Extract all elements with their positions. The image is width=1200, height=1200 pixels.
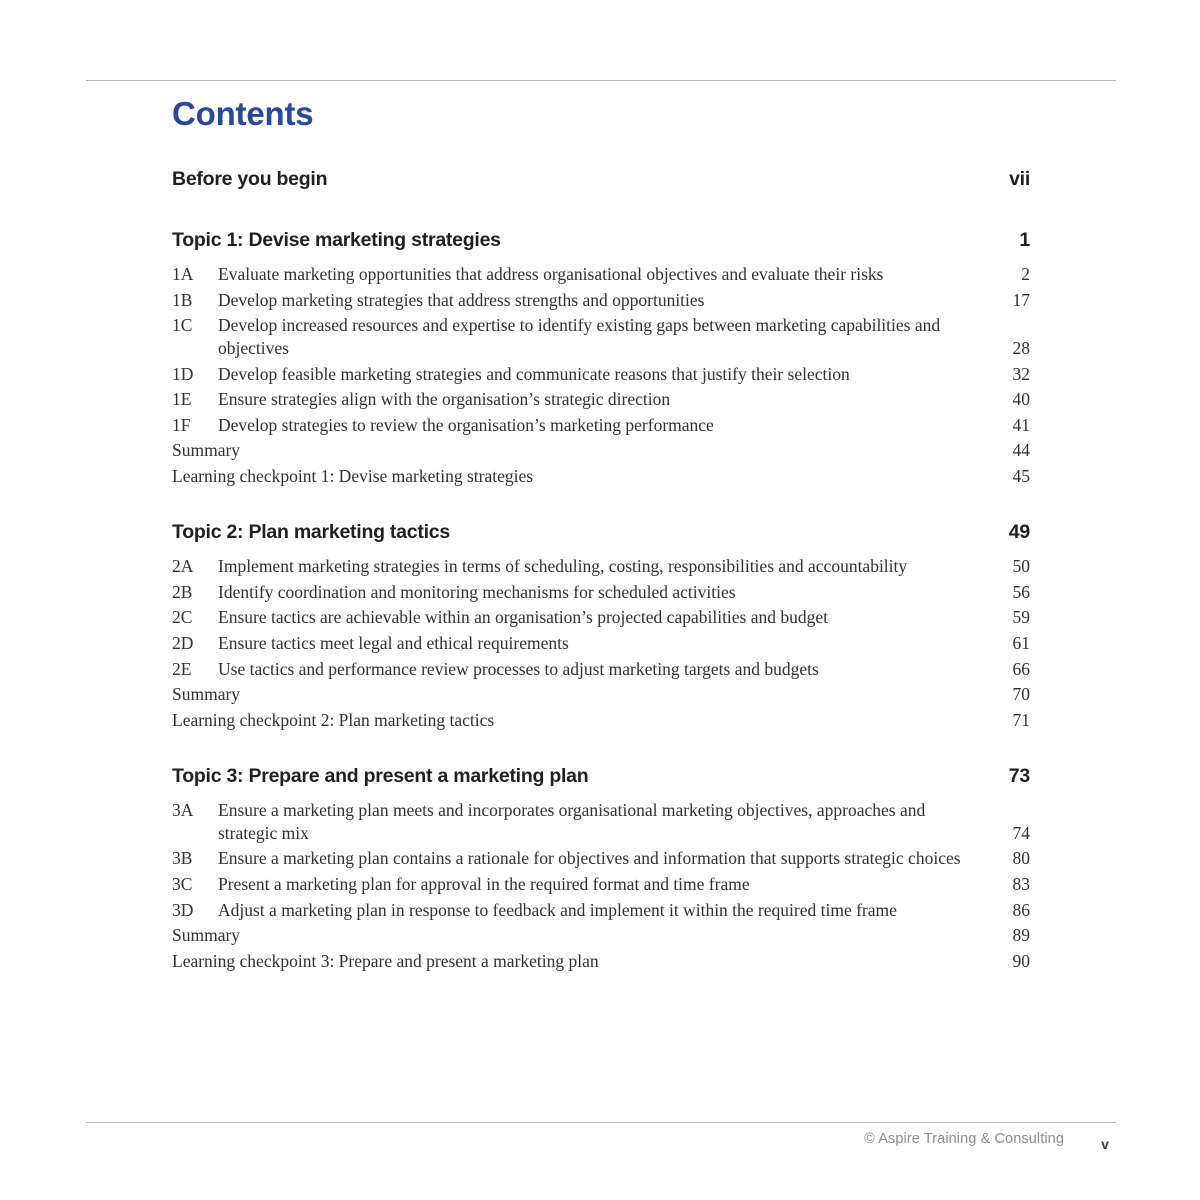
toc-entry-row[interactable] — [172, 606, 1030, 629]
toc-entry-text: Summary — [172, 684, 241, 705]
toc-entry-row[interactable] — [172, 314, 1030, 359]
front-matter-label: Before you begin — [172, 168, 328, 191]
toc-entry-row[interactable] — [172, 414, 1030, 437]
topic-heading-label: Topic 1: Devise marketing strategies — [172, 229, 501, 252]
toc-entry-page: 66 — [1012, 658, 1030, 679]
toc-entry-code: 3C — [172, 873, 193, 894]
topic-heading-page: 49 — [1008, 521, 1030, 544]
toc-entry-page: 89 — [1012, 925, 1030, 946]
toc-summary-row[interactable] — [172, 683, 1030, 706]
toc-entry-row[interactable] — [172, 581, 1030, 604]
toc-entry-row[interactable] — [172, 899, 1030, 922]
toc-entry-text: Identify coordination and monitoring mechanisms for scheduled activities — [218, 581, 736, 602]
toc-entry-page: 32 — [1012, 363, 1030, 384]
toc-entry-page: 50 — [1012, 556, 1030, 577]
toc-summary-row[interactable] — [172, 439, 1030, 462]
toc-entry-page: 74 — [1012, 822, 1030, 843]
toc-entry-code: 2A — [172, 556, 194, 577]
toc-entry-page: 80 — [1012, 848, 1030, 869]
toc-entry-text: Learning checkpoint 2: Plan marketing tactics — [172, 709, 495, 730]
topic-heading-row[interactable] — [172, 765, 1030, 788]
toc-entry-page: 41 — [1012, 414, 1030, 435]
toc-summary-row[interactable] — [172, 924, 1030, 947]
page-footer — [86, 1130, 1116, 1152]
toc-entry-code: 2D — [172, 633, 194, 654]
toc-entry-text: Use tactics and performance review processes to adjust marketing targets and budgets — [218, 658, 819, 679]
toc-entry-page: 83 — [1012, 873, 1030, 894]
toc-entry-page: 2 — [1021, 264, 1030, 285]
toc-entry-text: Summary — [172, 925, 241, 946]
contents-body — [172, 96, 1030, 1006]
topic-heading-page: 1 — [1019, 229, 1030, 252]
toc-entry-row[interactable] — [172, 658, 1030, 681]
toc-entry-page: 70 — [1012, 684, 1030, 705]
topic-block — [172, 229, 1030, 487]
header-rule — [86, 80, 1116, 81]
toc-entry-text: Learning checkpoint 3: Prepare and present a marketing plan — [172, 950, 599, 971]
toc-entry-code: 1A — [172, 264, 194, 285]
topics-list — [172, 229, 1030, 972]
toc-summary-row[interactable] — [172, 709, 1030, 732]
toc-entry-page: 40 — [1012, 389, 1030, 410]
footer-page-number: v — [1101, 1136, 1109, 1152]
page-title: Contents — [172, 95, 314, 132]
topic-block — [172, 521, 1030, 731]
toc-entry-code: 1C — [172, 315, 193, 336]
footer-copyright: © Aspire Training & Consulting — [864, 1131, 1064, 1147]
toc-entry-code: 2B — [172, 581, 193, 602]
toc-entry-code: 1F — [172, 414, 191, 435]
toc-entry-row[interactable] — [172, 873, 1030, 896]
toc-entry-page: 90 — [1012, 950, 1030, 971]
toc-entry-row[interactable] — [172, 847, 1030, 870]
toc-entry-page: 59 — [1012, 607, 1030, 628]
toc-entry-code: 1B — [172, 289, 193, 310]
toc-entry-page: 56 — [1012, 581, 1030, 602]
toc-entry-page: 17 — [1012, 289, 1030, 310]
topic-heading-label: Topic 2: Plan marketing tactics — [172, 521, 450, 544]
toc-entry-text: Ensure tactics meet legal and ethical requirements — [218, 633, 569, 654]
toc-entry-text: Develop feasible marketing strategies and communicate reasons that justify their selection — [218, 363, 850, 384]
toc-entry-text: Implement marketing strategies in terms of scheduling, costing, responsibilities and accountability — [218, 556, 908, 577]
toc-entry-code: 3B — [172, 848, 193, 869]
front-matter-page: vii — [1009, 168, 1030, 191]
toc-entry-row[interactable] — [172, 289, 1030, 312]
toc-entry-text: Develop strategies to review the organisation’s marketing performance — [218, 414, 714, 435]
topic-block — [172, 765, 1030, 972]
toc-entry-text: Ensure strategies align with the organisation’s strategic direction — [218, 389, 671, 410]
toc-summary-row[interactable] — [172, 465, 1030, 488]
toc-entry-text: Ensure a marketing plan meets and incorporates organisational marketing objectives, approaches and strategic mix — [218, 800, 926, 843]
toc-entry-code: 1D — [172, 363, 194, 384]
toc-entry-before-you-begin[interactable] — [172, 168, 1030, 191]
toc-entry-text: Ensure a marketing plan contains a rationale for objectives and information that supports strategic choices — [218, 848, 961, 869]
toc-entry-page: 61 — [1012, 633, 1030, 654]
toc-entry-row[interactable] — [172, 388, 1030, 411]
topic-heading-page: 73 — [1008, 765, 1030, 788]
topic-heading-row[interactable] — [172, 521, 1030, 544]
toc-entry-text: Adjust a marketing plan in response to feedback and implement it within the required time frame — [218, 899, 897, 920]
toc-entry-page: 45 — [1012, 465, 1030, 486]
toc-entry-text: Develop marketing strategies that address strengths and opportunities — [218, 289, 705, 310]
toc-entry-code: 2E — [172, 658, 192, 679]
toc-entry-code: 2C — [172, 607, 193, 628]
toc-entry-text: Ensure tactics are achievable within an organisation’s projected capabilities and budget — [218, 607, 829, 628]
toc-entry-text: Summary — [172, 440, 241, 461]
toc-entry-text: Develop increased resources and expertise to identify existing gaps between marketing capabilities and objectives — [218, 315, 941, 358]
toc-entry-row[interactable] — [172, 632, 1030, 655]
toc-entry-row[interactable] — [172, 363, 1030, 386]
toc-entry-row[interactable] — [172, 263, 1030, 286]
toc-entry-code: 3A — [172, 800, 194, 821]
toc-entry-text: Learning checkpoint 1: Devise marketing strategies — [172, 465, 534, 486]
toc-entry-page: 71 — [1012, 709, 1030, 730]
toc-entry-text: Evaluate marketing opportunities that address organisational objectives and evaluate their risks — [218, 264, 884, 285]
footer-rule — [86, 1122, 1116, 1123]
toc-entry-row[interactable] — [172, 555, 1030, 578]
toc-entry-code: 1E — [172, 389, 192, 410]
toc-entry-row[interactable] — [172, 799, 1030, 844]
toc-entry-text: Present a marketing plan for approval in the required format and time frame — [218, 873, 750, 894]
topic-heading-label: Topic 3: Prepare and present a marketing plan — [172, 765, 589, 788]
toc-summary-row[interactable] — [172, 950, 1030, 973]
toc-entry-code: 3D — [172, 899, 194, 920]
toc-entry-page: 86 — [1012, 899, 1030, 920]
toc-entry-page: 44 — [1012, 440, 1030, 461]
toc-entry-page: 28 — [1012, 337, 1030, 358]
topic-heading-row[interactable] — [172, 229, 1030, 252]
